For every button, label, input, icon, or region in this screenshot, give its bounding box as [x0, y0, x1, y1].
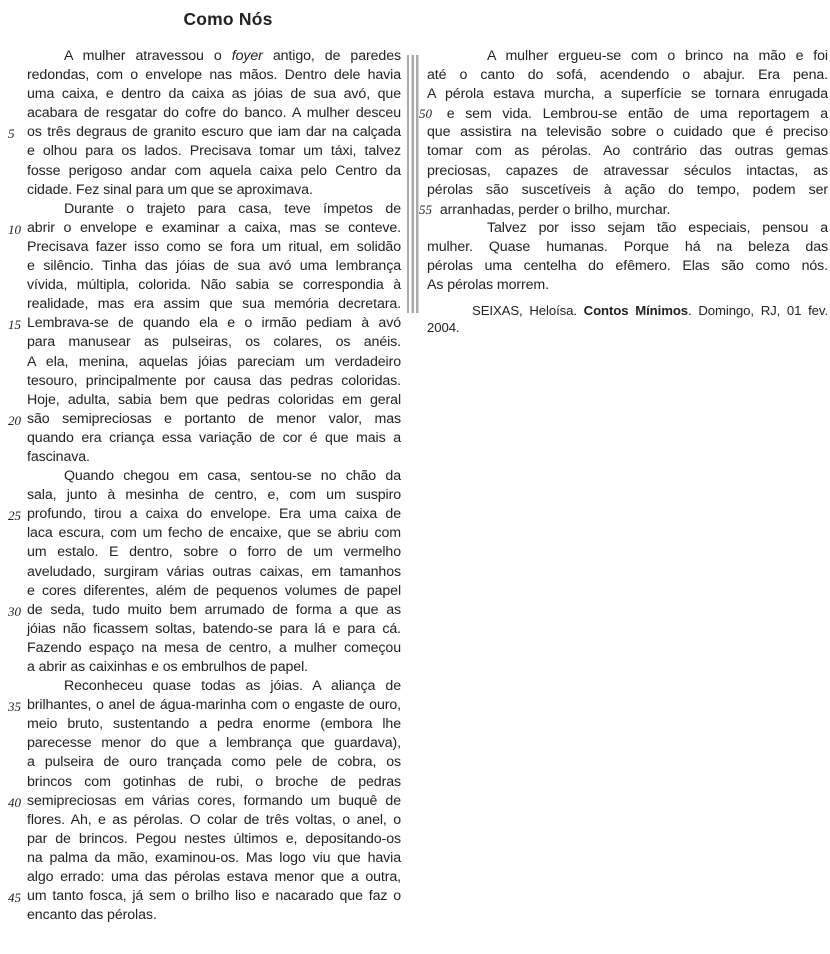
text-line	[27, 620, 401, 639]
text-line	[8, 505, 401, 524]
text-line	[27, 85, 401, 104]
line-text: Talvez por isso sejam tão especiais, pensou a	[487, 219, 828, 236]
line-text: A ela, menina, aquelas jóias pareciam um verdadeiro	[27, 353, 401, 370]
text-line	[27, 486, 401, 505]
text-line	[27, 906, 401, 925]
text-line	[27, 66, 401, 85]
line-number: 55	[419, 201, 432, 217]
column-divider	[407, 55, 420, 313]
text-line	[27, 47, 401, 66]
text-line	[27, 773, 401, 792]
text-line	[427, 257, 828, 276]
text-line	[8, 410, 401, 429]
line-text: mulher. Quase humanas. Porque há na beleza das	[427, 238, 828, 255]
line-text: para manusear as pulseiras, os colares, os anéis.	[27, 334, 401, 351]
text-line	[27, 429, 401, 448]
line-text: abrir o envelope e examinar a caixa, mas se conteve.	[27, 219, 401, 236]
text-line	[427, 276, 828, 295]
line-number: 30	[8, 603, 21, 619]
left-column	[8, 47, 402, 925]
text-line	[8, 601, 401, 620]
text-line	[27, 162, 401, 181]
line-text: Fazendo espaço na mesa de centro, a mulher começou	[27, 639, 401, 656]
text-line	[427, 219, 828, 238]
text-line	[27, 142, 401, 161]
line-text: Durante o trajeto para casa, teve ímpetos de	[64, 200, 401, 217]
text-line	[27, 639, 401, 658]
line-text: laca escura, com um fecho de encaixe, que se abriu com	[27, 525, 401, 542]
line-text: Precisava fazer isso como se fora um ritual, em solidão	[27, 238, 401, 255]
line-text: vívida, múltipla, colorida. Não sabia se correspondia à	[27, 277, 401, 294]
line-number: 40	[8, 794, 21, 810]
line-text: de seda, tudo muito bem arrumado de forma a que as	[27, 601, 401, 618]
text-line	[27, 563, 401, 582]
line-text: Lembrava-se de quando ela e o irmão pediam à avó	[27, 315, 401, 332]
text-line	[427, 142, 828, 161]
text-line	[27, 181, 401, 200]
text-line	[27, 582, 401, 601]
text-line	[419, 104, 828, 123]
line-text: parecesse menor do que a lembrança que guardava),	[27, 735, 401, 752]
line-text: e silêncio. Tinha das jóias de sua avó uma lembrança	[27, 258, 401, 275]
line-text: um tanto fosca, já sem o brilho liso e nacarado que faz o	[27, 888, 401, 905]
text-line	[27, 238, 401, 257]
text-line	[419, 200, 828, 219]
text-line	[27, 104, 401, 123]
right-column	[419, 47, 828, 295]
line-number: 25	[8, 508, 21, 524]
text-line	[27, 200, 401, 219]
line-number: 35	[8, 699, 21, 715]
line-text: quando era criança essa variação de cor é que mais a	[27, 429, 401, 446]
line-text: sala, junto à mesinha de centro, e, com um suspiro	[27, 487, 401, 504]
line-text: profundo, tirou a caixa do envelope. Era uma caixa de	[27, 506, 401, 523]
text-line	[27, 391, 401, 410]
text-line	[27, 333, 401, 352]
line-text: Hoje, adulta, sabia bem que pedras coloridas em geral	[27, 391, 401, 408]
line-text: preciosas, capazes de atravessar séculos intactas, as	[427, 162, 828, 179]
line-text: Reconheceu quase todas as jóias. A aliança de	[64, 678, 401, 695]
line-text: encanto das pérolas.	[27, 907, 157, 924]
text-line	[27, 543, 401, 562]
text-line	[27, 524, 401, 543]
line-text: flores. Ah, e as pérolas. O colar de três voltas, o anel, o	[27, 811, 401, 828]
text-line	[27, 276, 401, 295]
text-line	[427, 85, 828, 104]
text-line	[427, 162, 828, 181]
line-text: são semipreciosas e portanto de menor valor, mas	[27, 410, 401, 427]
line-text: pérolas são suscetíveis à ação do tempo, podem ser	[427, 181, 828, 198]
text-line	[27, 257, 401, 276]
text-line	[27, 715, 401, 734]
line-text: aveludado, surgiram várias outras caixas, em tamanhos	[27, 563, 401, 580]
text-line	[27, 868, 401, 887]
line-text: e olhou para os lados. Precisava tomar um táxi, talvez	[27, 143, 401, 160]
text-line	[27, 372, 401, 391]
line-text: arranhadas, perder o brilho, murchar.	[439, 201, 671, 218]
text-line	[27, 448, 401, 467]
line-text: redondas, com o envelope nas mãos. Dentro dele havia	[27, 67, 401, 84]
line-text: Quando chegou em casa, sentou-se no chão da	[64, 468, 401, 485]
text-line	[27, 467, 401, 486]
line-text: algo errado: uma das pérolas estava menor que a outra,	[27, 869, 401, 886]
line-text: As pérolas morrem.	[427, 277, 549, 294]
line-text: A pérola estava murcha, a superfície se tornara enrugada	[427, 86, 828, 103]
line-text: A mulher atravessou o foyer antigo, de paredes	[64, 48, 402, 64]
citation: SEIXAS, Heloísa. Contos Mínimos. Domingo, RJ, 01 fev. 2004.	[427, 303, 828, 335]
text-line	[8, 123, 401, 142]
line-text: tomar com as pérolas. Ao contrário das outras gemas	[427, 143, 828, 160]
text-line	[27, 353, 401, 372]
line-text: brincos com gotinhas de rubi, o broche de pedras	[27, 773, 401, 790]
line-number: 20	[8, 412, 21, 428]
text-line	[27, 295, 401, 314]
line-number: 5	[8, 126, 15, 142]
line-text: e cores diferentes, além de pequenos volumes de papel	[27, 582, 401, 599]
text-line	[27, 658, 401, 677]
line-text: cidade. Fez sinal para um que se aproximava.	[27, 181, 313, 198]
line-text: na palma da mão, examinou-os. Mas logo viu que havia	[27, 849, 401, 866]
text-line	[8, 792, 401, 811]
line-number: 15	[8, 317, 21, 333]
line-text: fascinava.	[27, 448, 90, 465]
line-text: semipreciosas em várias cores, formando um buquê de	[27, 792, 401, 809]
line-text: acabara de resgatar do cofre do banco. A mulher desceu	[27, 105, 401, 122]
text-line	[427, 181, 828, 200]
text-line	[427, 123, 828, 142]
page-title: Como Nós	[183, 9, 273, 29]
text-line	[427, 66, 828, 85]
line-number: 10	[8, 221, 21, 237]
line-text: tesouro, principalmente por causa das pedras coloridas.	[27, 372, 401, 389]
line-text: e sem vida. Lembrou-se então de uma reportagem a	[446, 106, 828, 123]
text-line	[27, 811, 401, 830]
line-text: os três degraus de granito escuro que iam dar na calçada	[27, 124, 401, 141]
text-line	[427, 47, 828, 66]
text-line	[27, 830, 401, 849]
text-line	[27, 734, 401, 753]
line-text: jóias não ficassem soltas, batendo-se para lá e para cá.	[27, 620, 401, 637]
text-line	[27, 849, 401, 868]
line-text: uma caixa, e dentro da caixa as jóias de sua avó, que	[27, 86, 401, 103]
line-number: 50	[419, 106, 432, 122]
line-text: realidade, mas era assim que sua memória decretara.	[27, 296, 401, 313]
line-text: par de brincos. Pegou nestes últimos e, depositando-os	[27, 830, 401, 847]
text-line	[8, 219, 401, 238]
text-line	[427, 238, 828, 257]
line-text: pérolas uma centelha do efêmero. Elas são como nós.	[427, 258, 828, 275]
text-line	[27, 753, 401, 772]
line-number: 45	[8, 890, 21, 906]
text-line	[8, 314, 401, 333]
line-text: um estalo. E dentro, sobre o forro de um vermelho	[27, 544, 401, 561]
line-text: a pulseira de ouro trançada como pele de cobra, os	[27, 754, 401, 771]
text-line	[27, 677, 401, 696]
line-text: meio bruto, sustentando a pedra enorme (embora lhe	[27, 716, 401, 733]
text-line	[8, 696, 401, 715]
line-text: brilhantes, o anel de água-marinha com o engaste de ouro,	[27, 697, 401, 714]
line-text: a abrir as caixinhas e os embrulhos de papel.	[27, 659, 308, 675]
line-text: até o canto do sofá, acendendo o abajur. Era pena.	[427, 67, 828, 84]
line-text: A mulher ergueu-se com o brinco na mão e foi	[487, 48, 828, 64]
line-text: que assistira na televisão sobre o cuidado que é preciso	[427, 124, 828, 141]
line-text: fosse perigoso andar com aquela caixa pelo Centro da	[27, 162, 401, 179]
text-line	[8, 887, 401, 906]
